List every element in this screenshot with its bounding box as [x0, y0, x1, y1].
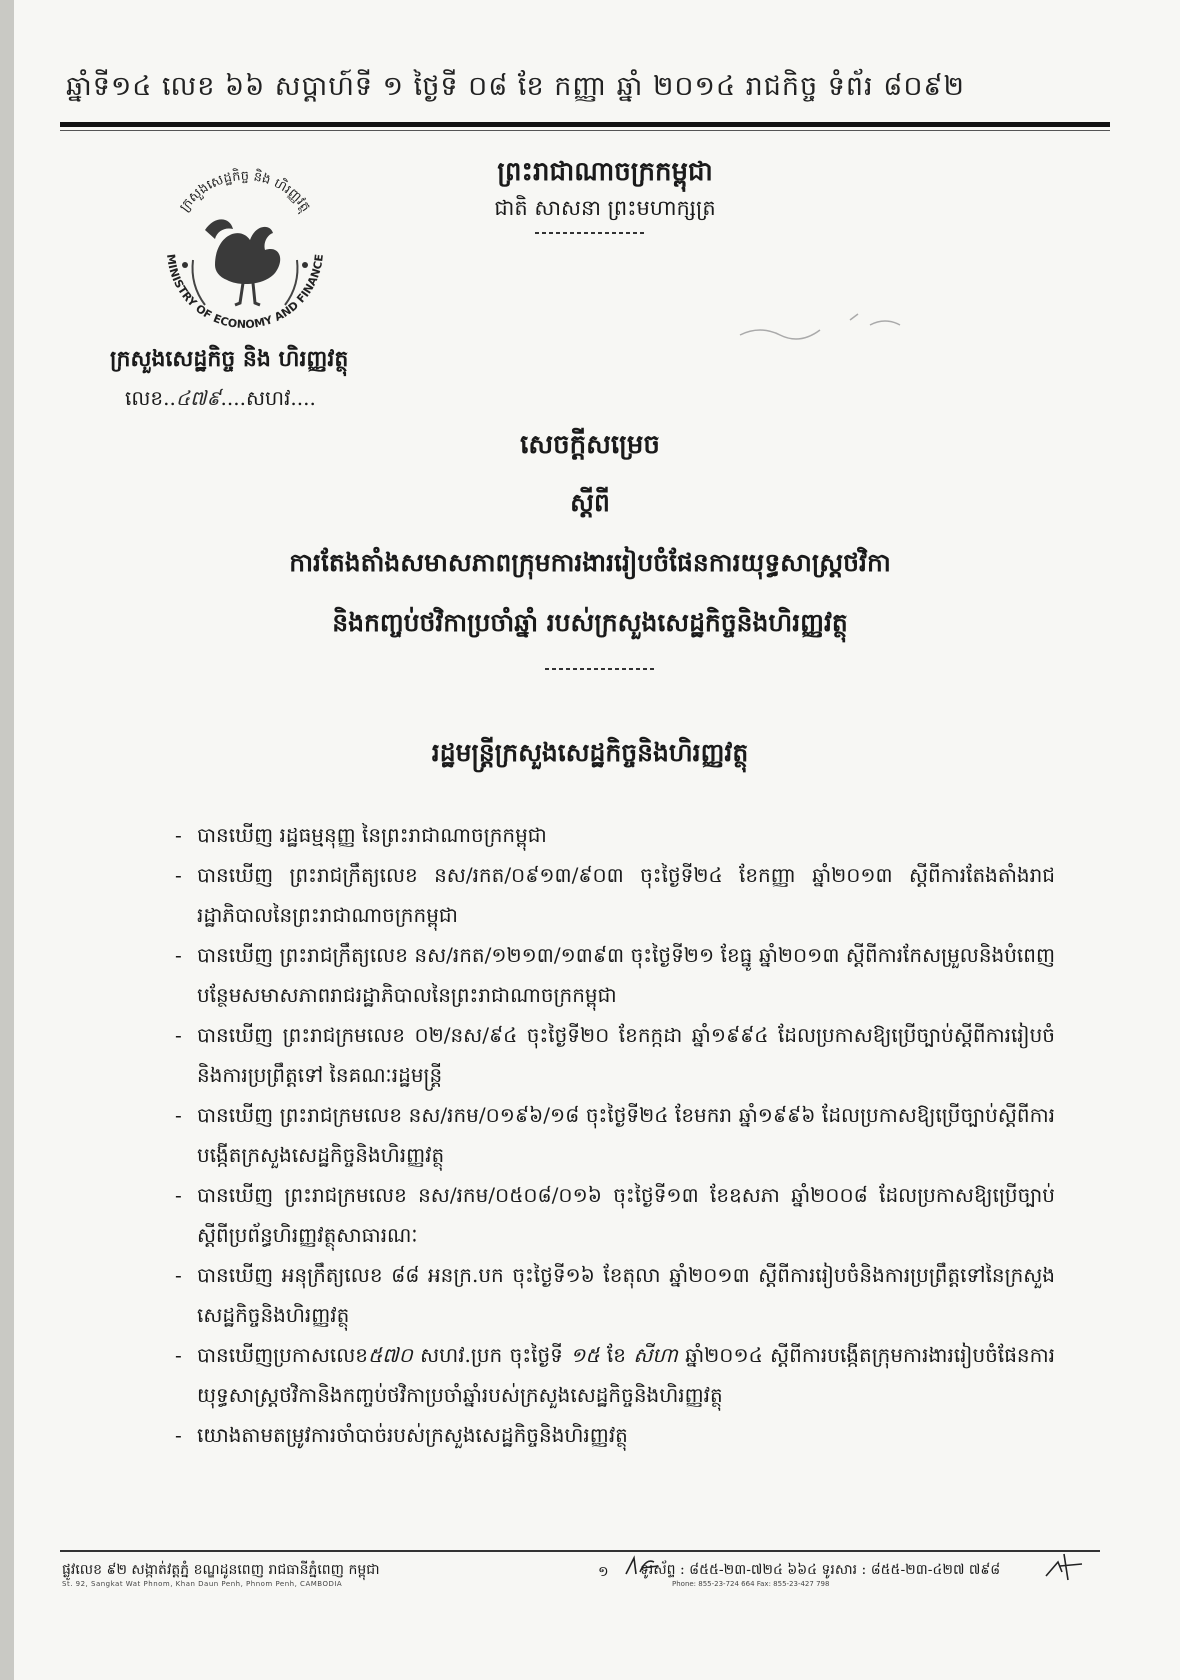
reference-number: [125, 385, 385, 415]
seal-text-kh: ក្រសួងសេដ្ឋកិច្ច និង ហិរញ្ញវត្ថុ: [177, 168, 314, 215]
footer-rule: [60, 1550, 1100, 1552]
consideration-item: - បានឃើញ អនុក្រឹត្យលេខ ៨៨ អនក្រ.បក ចុះថ្ងៃទី១៦ ខែតុលា ឆ្នាំ២០១៣ ស្តីពីការរៀបចំនិងការប្រព្រឹត្តទៅនៃក្រសួងសេដ្ឋកិច្ចនិងហិរញ្ញវត្ថុ: [175, 1255, 1055, 1335]
c8-hw-day: ១៥: [570, 1343, 600, 1367]
consideration-item: - បានឃើញ ព្រះរាជក្រឹត្យលេខ នស/រកត/១២១៣/១៣៩៣ ចុះថ្ងៃទី២១ ខែធ្នូ ឆ្នាំ២០១៣ ស្តីពីការកែសម្រួលនិងបំពេញបន្ថែមសមាសភាពរាជរដ្ឋាភិបាលនៃព្រះរាជាណាចក្រកម្ពុជា: [175, 935, 1055, 1015]
svg-text:ក្រសួងសេដ្ឋកិច្ច និង ហិរញ្ញវត្: [177, 167, 313, 216]
footer-contact: ទូរស័ព្ទ : ៨៥៥-២៣-៧២៤ ៦៦៤ ទូរសារ : ៨៥៥-២៣-៤២៧ ៧៩៨: [640, 1562, 1001, 1578]
ref-prefix: លេខ..: [125, 386, 176, 410]
kingdom-title: ព្រះរាជាណាចក្រកម្ពុជា: [497, 157, 713, 187]
c8-part2: សហវ.ប្រក ចុះថ្ងៃទី: [412, 1343, 571, 1367]
faint-scribble: [730, 300, 930, 350]
header-rule: [60, 122, 1110, 127]
gazette-header: ឆ្នាំទី១៤ លេខ ៦៦ សប្តាហ៍ទី ១ ថ្ងៃទី ០៨ ខែ កញ្ញា ឆ្នាំ ២០១៤ រាជកិច្ច ទំព័រ ៨០៩២: [66, 71, 965, 102]
consideration-item: - បានឃើញ ព្រះរាជក្រមលេខ នស/រកម/០១៩៦/១៨ ចុះថ្ងៃទី២៤ ខែមករា ឆ្នាំ១៩៩៦ ដែលប្រកាសឱ្យប្រើច្បាប់ស្តីពីការបង្កើតក្រសួងសេដ្ឋកិច្ចនិងហិរញ្ញវត្ថុ: [175, 1095, 1055, 1175]
decision-title: សេចក្តីសម្រេច: [520, 430, 660, 460]
ministry-name: ក្រសួងសេដ្ឋកិច្ច និង ហិរញ្ញវត្ថុ: [110, 346, 349, 372]
footer-address: ផ្លូវលេខ ៩២ សង្កាត់វត្តភ្នំ ខណ្ឌដូនពេញ រាជធានីភ្នំពេញ កម្ពុជា: [62, 1562, 380, 1578]
initials-signature-icon: [1040, 1548, 1090, 1583]
about-label: ស្តីពី: [570, 488, 610, 517]
footer-address-en: St. 92, Sangkat Wat Phnom, Khan Daun Penh, Phnom Penh, CAMBODIA: [62, 1580, 343, 1588]
considerations-list: [175, 815, 1055, 1455]
subject-line-2: និងកញ្ចប់ថវិកាប្រចាំឆ្នាំ របស់ក្រសួងសេដ្ឋកិច្ចនិងហិរញ្ញវត្ថុ: [332, 608, 848, 637]
minister-heading: រដ្ឋមន្ត្រីក្រសួងសេដ្ឋកិច្ចនិងហិរញ្ញវត្ថុ: [431, 738, 749, 767]
ministry-seal-icon: [145, 155, 345, 345]
rooster-emblem: [205, 219, 280, 305]
page-edge: [0, 0, 14, 1680]
consideration-item: - បានឃើញ ព្រះរាជក្រមលេខ នស/រកម/០៥០៨/០១៦ ចុះថ្ងៃទី១៣ ខែឧសភា ឆ្នាំ២០០៨ ដែលប្រកាសឱ្យប្រើច្បាប់ស្តីពីប្រព័ន្ធហិរញ្ញវត្ថុសាធារណៈ: [175, 1175, 1055, 1255]
ornament-divider: [535, 232, 645, 234]
consideration-item: - បានឃើញ ព្រះរាជក្រឹត្យលេខ នស/រកត/០៩១៣/៩០៣ ចុះថ្ងៃទី២៤ ខែកញ្ញា ឆ្នាំ២០១៣ ស្តីពីការតែងតាំងរាជរដ្ឋាភិបាលនៃព្រះរាជាណាចក្រកម្ពុជា: [175, 855, 1055, 935]
c8-hw-number: ៥៧០: [368, 1343, 413, 1367]
consideration-item: - បានឃើញ ព្រះរាជក្រមលេខ ០២/នស/៩៤ ចុះថ្ងៃទី២០ ខែកក្កដា ឆ្នាំ១៩៩៤ ដែលប្រកាសឱ្យប្រើច្បាប់ស្តីពីការរៀបចំនិងការប្រព្រឹត្តទៅ នៃគណៈរដ្ឋមន្ត្រី: [175, 1015, 1055, 1095]
c8-part4: ឆ្នាំ២០១៤ ស្តីពីការបង្កើតក្រុមការងាររៀបចំផែនការយុទ្ធសាស្ត្រថវិកានិងកញ្ចប់ថវិកាប្រចាំឆ្នាំរបស់ក្រសួងសេដ្ឋកិច្ចនិងហិរញ្ញវត្ថុ: [197, 1343, 1055, 1407]
ref-handwritten: ៤៧៩: [175, 386, 221, 410]
c8-part1: បានឃើញប្រកាសលេខ: [197, 1343, 368, 1367]
c8-hw-month: សីហា: [633, 1343, 678, 1367]
consideration-item: - បានឃើញ រដ្ឋធម្មនុញ្ញ នៃព្រះរាជាណាចក្រកម្ពុជា: [175, 815, 1055, 855]
consideration-item: - យោងតាមតម្រូវការចាំបាច់របស់ក្រសួងសេដ្ឋកិច្ចនិងហិរញ្ញវត្ថុ: [175, 1415, 1055, 1455]
seal-text-en: MINISTRY OF ECONOMY AND FINANCE: [163, 253, 326, 332]
footer-contact-en: Phone: 855-23-724 664 Fax: 855-23-427 798: [672, 1580, 830, 1588]
consideration-item: [175, 1335, 1055, 1415]
page-number: ១: [598, 1564, 609, 1580]
c8-part3: ខែ: [599, 1343, 634, 1367]
kingdom-motto: ជាតិ សាសនា ព្រះមហាក្សត្រ: [494, 196, 716, 220]
ornament-divider: [545, 668, 655, 670]
header-rule-thin: [60, 130, 1110, 131]
subject-line-1: ការតែងតាំងសមាសភាពក្រុមការងាររៀបចំផែនការយុទ្ធសាស្ត្រថវិកា: [289, 548, 891, 577]
ref-suffix: ....សហវ....: [220, 386, 316, 410]
